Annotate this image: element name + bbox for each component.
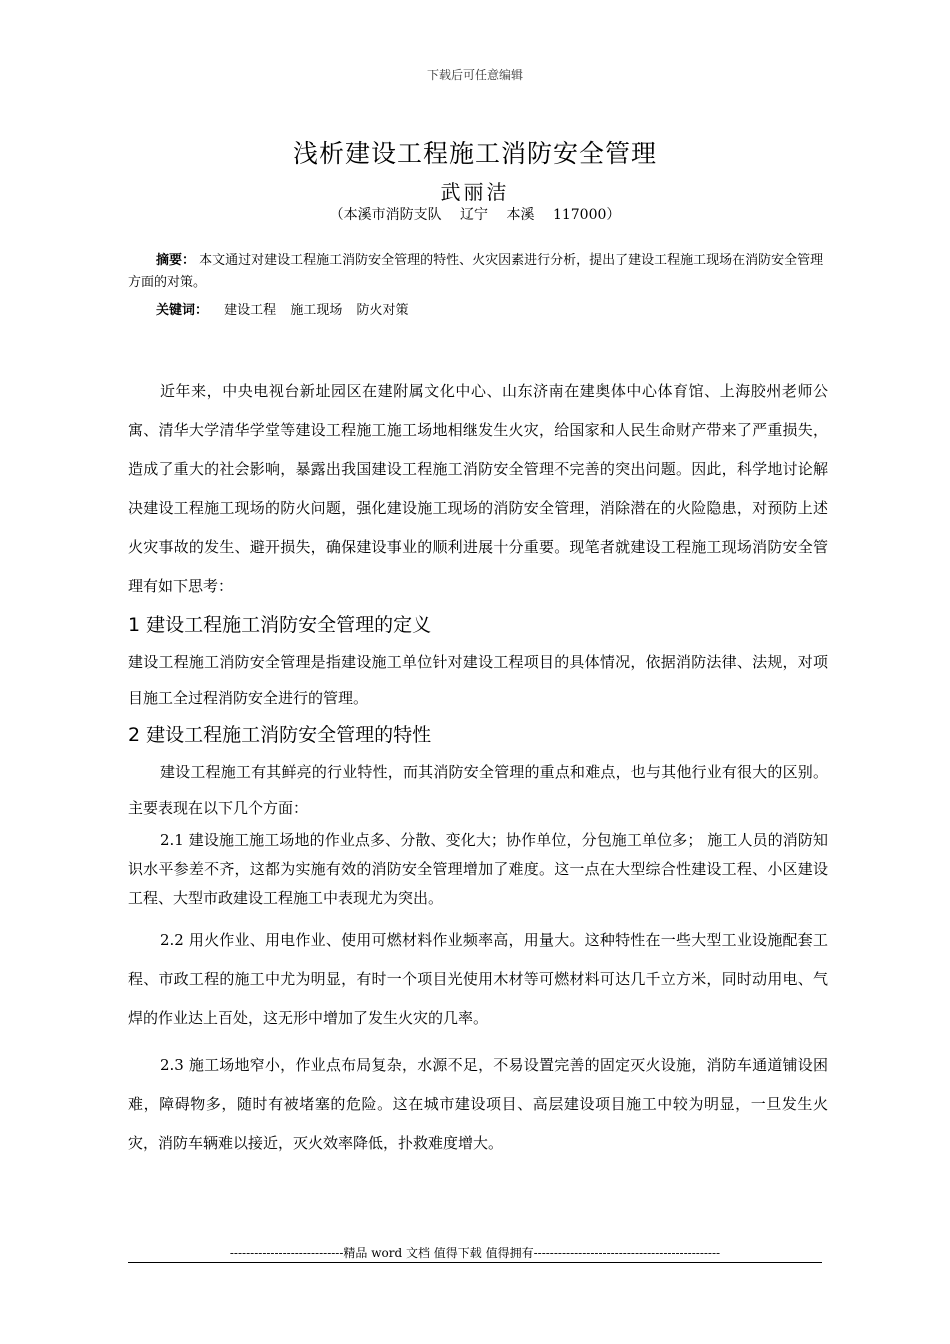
keyword-item: 建设工程 [224,303,277,318]
section-2-3-paragraph: 2.3 施工场地窄小，作业点布局复杂，水源不足，不易设置完善的固定灭火设施，消防车通道铺设困难，障碍物多，随时有被堵塞的危险。这在城市建设项目、高层建设项目施工中较为明显，一旦发生火灾，消防车辆难以接近，灭火效率降低，扑救难度增大。 [128,1056,828,1152]
paper-title: 浅析建设工程施工消防安全管理 [292,139,657,168]
body-text [128,372,828,1163]
section-2-1-paragraph: 2.1 建设施工施工场地的作业点多、分散、变化大；协作单位，分包施工单位多； 施工人员的消防知识水平参差不齐，这都为实施有效的消防安全管理增加了难度。这一点在大型综合性建设工程、小区建设工程、大型市政建设工程施工中表现尤为突出。 [128,831,828,907]
intro-paragraph: 近年来，中央电视台新址园区在建附属文化中心、山东济南在建奥体中心体育馆、上海胶州老师公寓、清华大学清华学堂等建设工程施工施工场地相继发生火灾，给国家和人民生命财产带来了严重损失，造成了重大的社会影响，暴露出我国建设工程施工消防安全管理不完善的突出问题。因此，科学地讨论解决建设工程施工现场的防火问题，强化建设施工现场的消防安全管理，消除潜在的火险隐患，对预防上述火灾事故的发生、避开损失，确保建设事业的顺利进展十分重要。现笔者就建设工程施工现场消防安全管理有如下思考： [128,382,828,595]
keywords-label: 关键词： [156,303,209,318]
footer-divider [128,1262,822,1263]
footer-note: ----------------------------精品 word 文档 值得下载 值得拥有---------------------------------------------- [229,1246,721,1260]
keyword-item: 防火对策 [356,303,409,318]
abstract [128,250,828,294]
keyword-item: 施工现场 [290,303,343,318]
section-1-heading: 1 建设工程施工消防安全管理的定义 [128,614,432,636]
abstract-text: 本文通过对建设工程施工消防安全管理的特性、火灾因素进行分析，提出了建设工程施工现场在消防安全管理方面的对策。 [128,253,824,290]
author-affiliation: （本溪市消防支队 辽宁 本溪 117000） [329,207,621,223]
section-1-paragraph: 建设工程施工消防安全管理是指建设施工单位针对建设工程项目的具体情况，依据消防法律、法规，对项目施工全过程消防安全进行的管理。 [128,653,828,707]
author-name: 武丽洁 [440,180,510,204]
section-2-2-paragraph: 2.2 用火作业、用电作业、使用可燃材料作业频率高，用量大。这种特性在一些大型工业设施配套工程、市政工程的施工中尤为明显，有时一个项目光使用木材等可燃材料可达几千立方米，同时动用电、气焊的作业达上百处，这无形中增加了发生火灾的几率。 [128,931,828,1027]
keywords [128,300,828,322]
header-note: 下载后可任意编辑 [426,68,523,82]
section-2-intro: 建设工程施工有其鲜亮的行业特性，而其消防安全管理的重点和难点，也与其他行业有很大的区别。主要表现在以下几个方面： [128,763,828,817]
section-2-heading: 2 建设工程施工消防安全管理的特性 [128,724,432,746]
abstract-label: 摘要： [156,253,196,268]
